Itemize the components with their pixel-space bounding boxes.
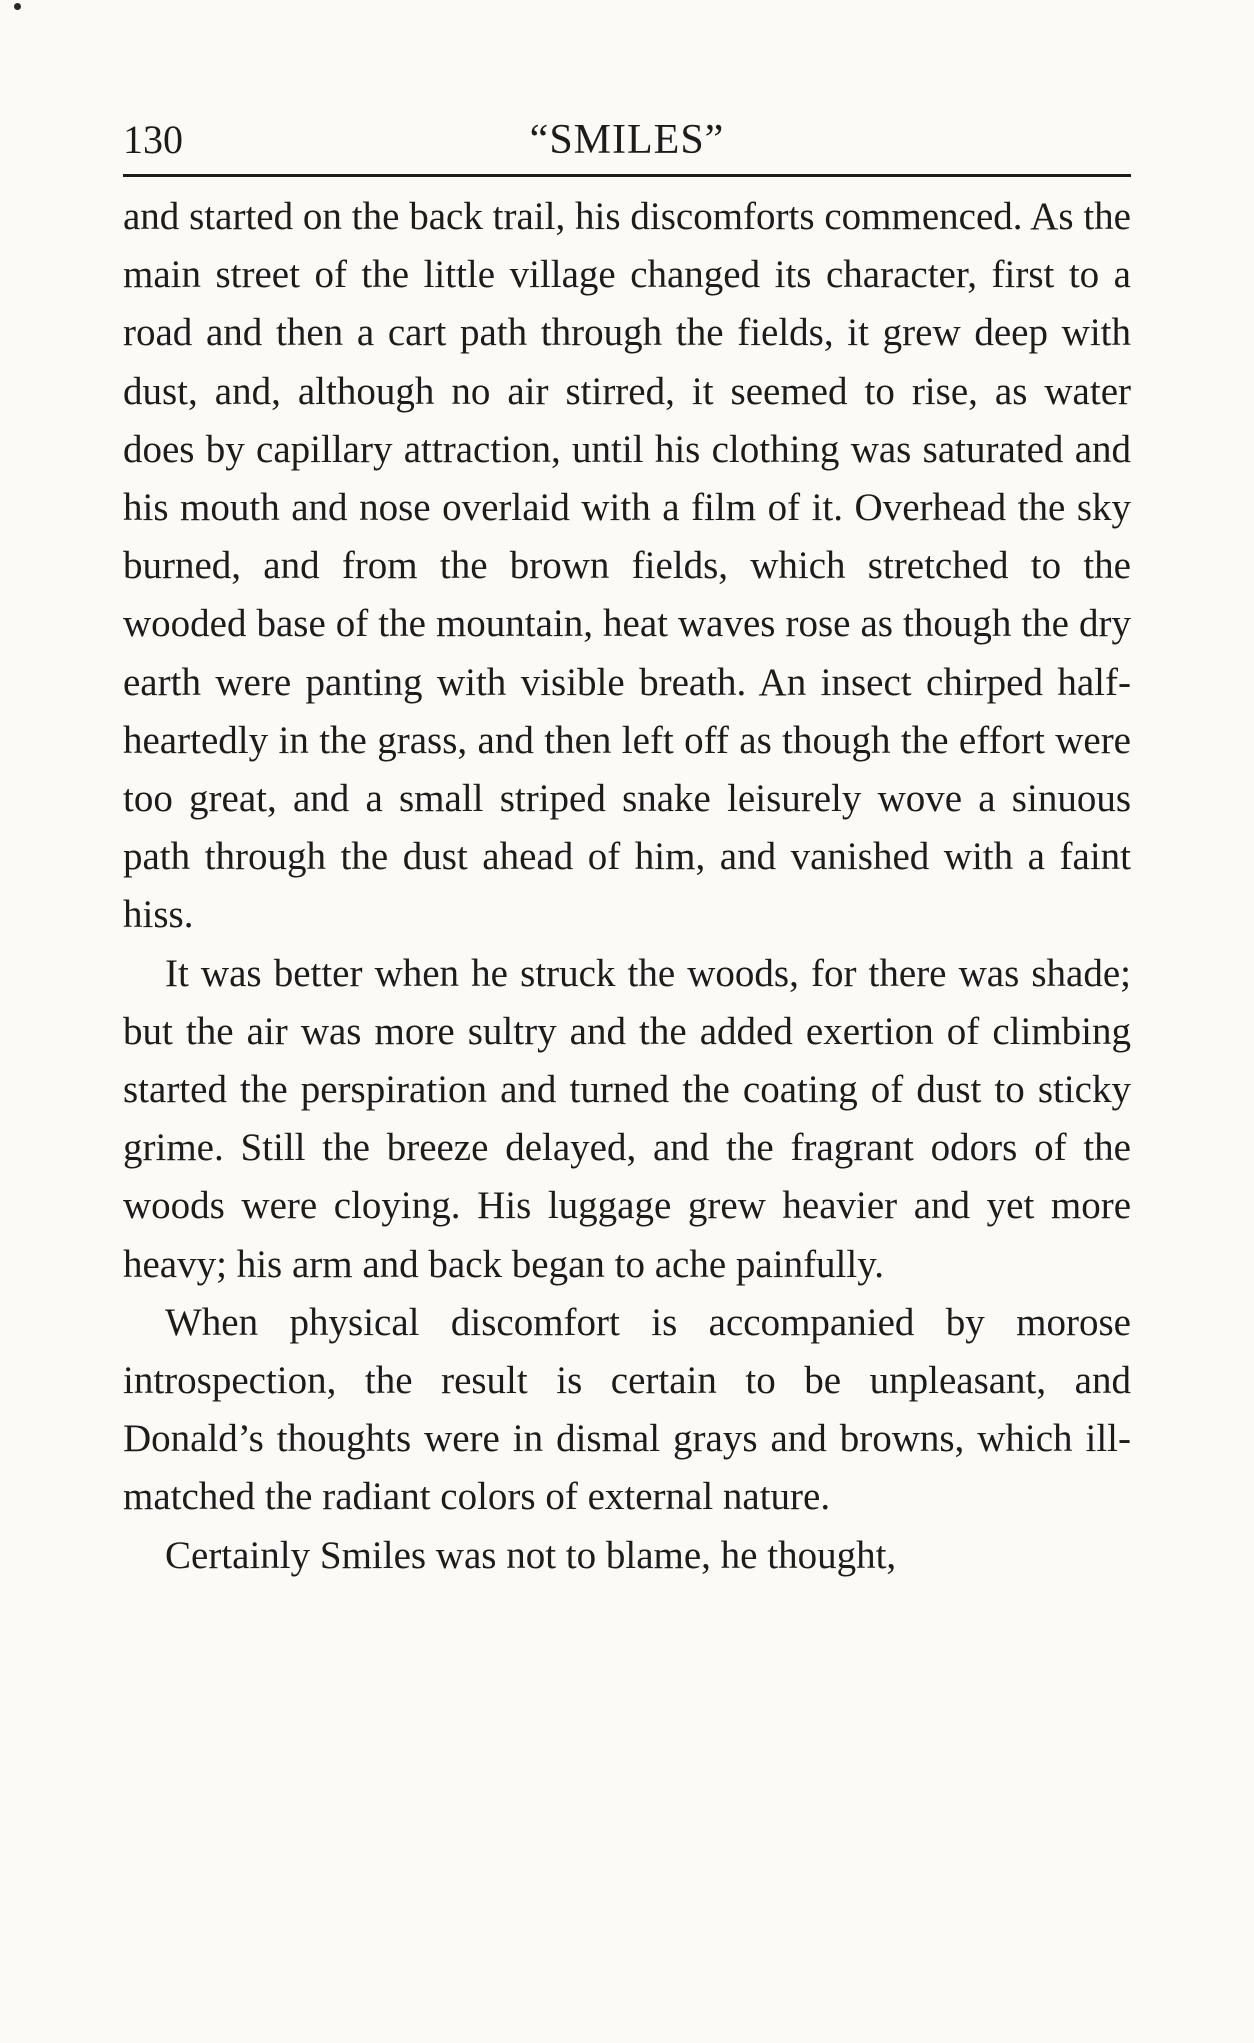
paragraph-2: It was better when he struck the woods, for there was shade; but the air was more sultry and the added exertion of climbing started the perspiration and turned the coating of dust to sticky grime. Still the breeze delayed, and the fragrant odors of the woods were cloying. His luggage grew heavier and yet more heavy; his arm and back began to ache painfully. <box>123 951 1131 1286</box>
page-header <box>123 100 1131 164</box>
header-rule <box>123 174 1131 177</box>
paragraph-1: and started on the back trail, his discomforts commenced. As the main street of the little village changed its character, first to a road and then a cart path through the fields, it grew deep with dust, and, although no air stirred, it seemed to rise, as water does by capillary attraction, until his clothing was saturated and his mouth and nose overlaid with a film of it. Overhead the sky burned, and from the brown fields, which stretched to the wooded base of the mountain, heat waves rose as though the dry earth were panting with visible breath. An insect chirped half-heartedly in the grass, and then left off as though the effort were too great, and a small striped snake leisurely wove a sinuous path through the dust ahead of him, and vanished with a faint hiss. <box>123 195 1131 937</box>
ink-speck <box>14 3 21 10</box>
page-number: 130 <box>123 117 183 162</box>
book-page <box>123 100 1131 1577</box>
paragraph-4: Certainly Smiles was not to blame, he thought, <box>165 1533 897 1577</box>
body-text <box>123 188 1131 1585</box>
running-title: “SMILES” <box>529 117 725 163</box>
paragraph-3: When physical discomfort is accompanied by morose introspection, the result is certain to be unpleasant, and Donald’s thoughts were in dismal grays and browns, which ill-matched the radiant colors of external nature. <box>123 1300 1131 1519</box>
